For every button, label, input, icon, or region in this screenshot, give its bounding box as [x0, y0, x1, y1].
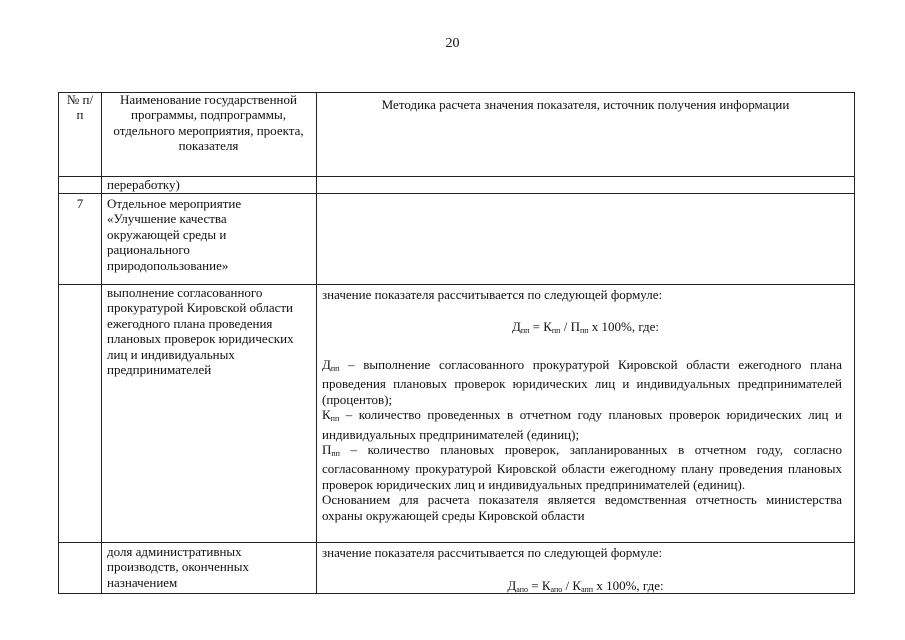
table-border-left: [58, 92, 59, 594]
indicator1-name: выполнение согласованного прокуратурой Кировской области ежегодного плана проведения плановых проверок юридических лиц и индивидуальных предпринимателей: [107, 285, 294, 378]
indicator1-intro: значение показателя рассчитывается по следующей формуле:: [322, 287, 663, 302]
definition-k: $К_{пп}$ – количество проведенных в отчетном году плановых проверок юридических лиц и индивидуальных предпринимателей (единиц);: [322, 407, 842, 442]
column-divider-1: [101, 92, 102, 594]
header-col-number: № п/п: [66, 92, 94, 123]
indicator2-formula: $Д_{апо} = К_{апо} / К_{апп}$ х 100%, где:: [507, 578, 664, 594]
header-col-name: Наименование государственной программы, подпрограммы, отдельного мероприятия, проекта, показателя: [113, 92, 304, 154]
definition-d: $Д_{пп}$ – выполнение согласованного прокуратурой Кировской области ежегодного плана проведения плановых проверок юридических лиц и индивидуальных предпринимателей (процентов);: [322, 357, 842, 407]
continuation-text: переработку): [107, 177, 180, 192]
row-divider-1: [58, 193, 855, 194]
row-divider-3: [58, 542, 855, 543]
column-divider-2: [316, 92, 317, 594]
page-number: 20: [445, 36, 460, 51]
item-number: 7: [76, 196, 84, 211]
header-col-method: Методика расчета значения показателя, источник получения информации: [381, 97, 790, 112]
indicator2-intro: значение показателя рассчитывается по следующей формуле:: [322, 545, 663, 560]
item-title: Отдельное мероприятие «Улучшение качества окружающей среды и рационального природопользование»: [107, 196, 242, 273]
basis-text: Основанием для расчета показателя является ведомственная отчетность министерства охраны окружающей среды Кировской области: [322, 492, 842, 523]
table-border-right: [854, 92, 855, 594]
indicator2-name: доля административных производств, оконченных назначением: [107, 544, 249, 590]
indicator1-formula: $Д_{пп} = К_{пп} / П_{пп}$ х 100%, где:: [511, 319, 660, 335]
definition-p: $П_{пп}$ – количество плановых проверок, запланированных в отчетном году, согласно согласованному прокуратурой Кировской области ежегодному плану проведения плановых проверок юридических лиц и индивидуальных предпринимателей (единиц).: [322, 442, 842, 492]
indicator1-definitions: [322, 357, 842, 523]
